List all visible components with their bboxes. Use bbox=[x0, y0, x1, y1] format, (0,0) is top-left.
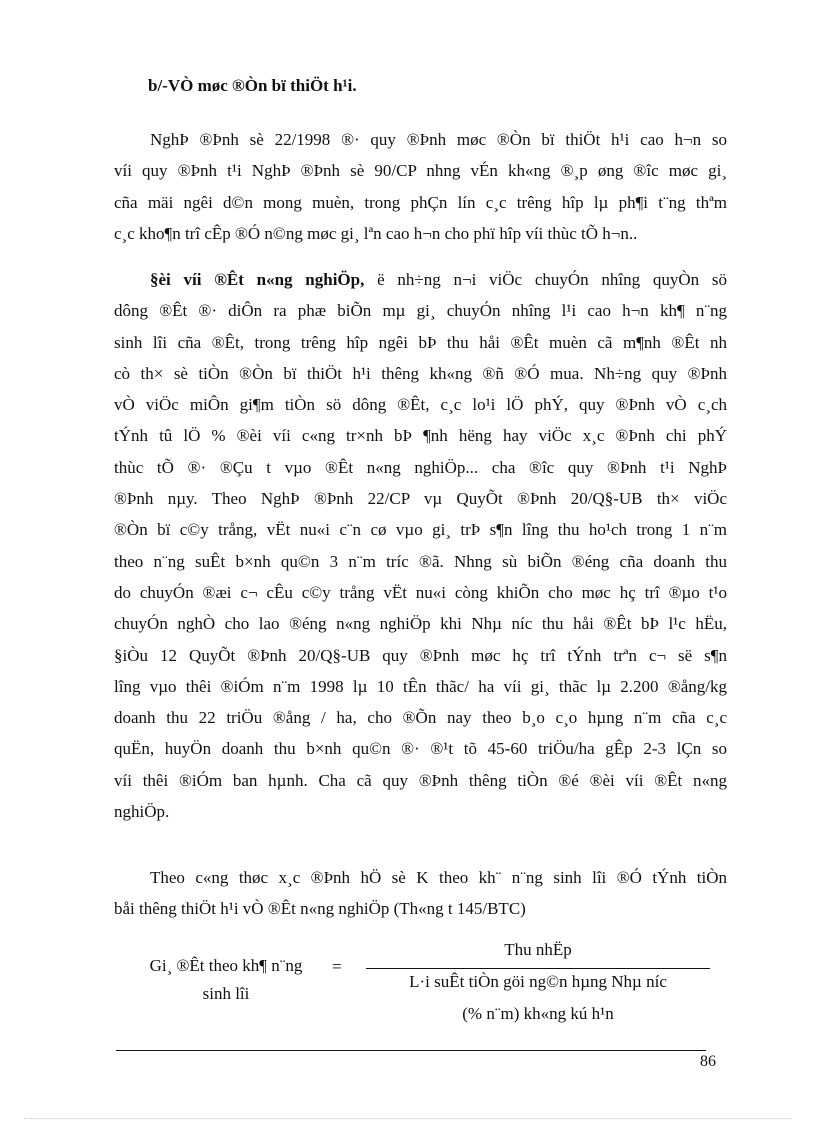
formula-left-line1: Gi¸ ®Êt theo kh¶ n¨ng bbox=[149, 956, 303, 975]
text-line bbox=[114, 264, 727, 295]
text-line: doanh thu 22 triÖu ®ång / ha, cho ®Õn nay theo b¸o c¸o hµng n¨m cña c¸c bbox=[114, 708, 727, 728]
paragraph-3 bbox=[114, 862, 727, 925]
page-number: 86 bbox=[700, 1053, 716, 1070]
bold-lead-text: §èi víi ®Êt n«ng nghiÖp, bbox=[150, 270, 365, 289]
formula-denominator-line2: (% n¨m) kh«ng kú h¹n bbox=[462, 1004, 614, 1023]
text-line: Theo c«ng thøc x¸c ®Þnh hÖ sè K theo kh¨ n¨ng sinh lîi ®Ó tÝnh tiÒn bbox=[150, 868, 727, 887]
formula-left-side bbox=[136, 952, 316, 1008]
text-line: víi thêi ®iÓm ban hµnh. Cha cã quy ®Þnh thêng tiÒn ®é ®èi víi ®Êt n«ng bbox=[114, 770, 727, 790]
text-line: sinh lîi cña ®Êt, trong trêng hîp ngêi bÞ thu håi ®Êt muèn cã m¶nh ®Êt nh bbox=[114, 332, 727, 352]
text-line: §iÒu 12 QuyÕt ®Þnh 20/Q§-UB quy ®Þnh møc hç trî tÝnh trªn c¬ së s¶n bbox=[114, 645, 727, 665]
text-line: cò th× sè tiÒn ®Òn bï thiÖt h¹i thêng kh«ng ®ñ ®Ó mua. Nh÷ng quy ®Þnh bbox=[114, 363, 727, 383]
text-line: NghÞ ®Þnh sè 22/1998 ®· quy ®Þnh møc ®Òn bï thiÖt h¹i cao h¬n so bbox=[150, 130, 727, 149]
text-line-rest: ë nh÷ng n¬i viÖc chuyÓn nhîng quyÒn sö bbox=[364, 270, 728, 289]
formula-left-line2: sinh lîi bbox=[202, 984, 250, 1003]
text-line: theo n¨ng suÊt b×nh qu©n 3 n¨m tríc ®ã. Nhng sù biÕn ®éng cña doanh thu bbox=[114, 551, 727, 571]
text-line: båi thêng thiÖt h¹i vÒ ®Êt n«ng nghiÖp (Th«ng t 145/BTC) bbox=[114, 899, 526, 919]
text-line: vÒ viÖc miÔn gi¶m tiÒn sö dông ®Êt, c¸c lo¹i lÖ phÝ, quy ®Þnh vÒ c¸ch bbox=[114, 395, 727, 415]
text-line: víi quy ®Þnh t¹i NghÞ ®Þnh sè 90/CP nhng vÉn kh«ng ®¸p øng ®îc møc gi¸ bbox=[114, 161, 727, 181]
text-line: dông ®Êt ®· diÔn ra phæ biÕn mµ gi¸ chuyÓn nhîng l¹i cao h¬n kh¶ n¨ng bbox=[114, 301, 727, 321]
text-line: ®Þnh nµy. Theo NghÞ ®Þnh 22/CP vµ QuyÕt ®Þnh 20/Q§-UB th× viÖc bbox=[114, 489, 727, 509]
text-line: ®Òn bï c©y trång, vËt nu«i c¨n cø vµo gi¸ trÞ s¶n lîng thu ho¹ch trong 1 n¨m bbox=[114, 520, 727, 540]
formula-numerator: Thu nhËp bbox=[504, 940, 572, 959]
page-edge-divider bbox=[24, 1118, 792, 1119]
text-line: do chuyÓn ®æi c¬ cÊu c©y trång vËt nu«i còng khiÕn cho møc hç trî ®µo t¹o bbox=[114, 582, 727, 602]
formula-denominator-line1: L·i suÊt tiÒn göi ng©n hµng Nhµ níc bbox=[409, 972, 667, 991]
text-line: tÝnh tû lÖ % ®èi víi c«ng tr×nh bÞ ¶nh hëng hay viÖc x¸c ®Þnh chi phÝ bbox=[114, 426, 727, 446]
fraction-bar bbox=[366, 968, 710, 969]
text-line: lîng vµo thêi ®iÓm n¨m 1998 lµ 10 tÊn thãc/ ha víi gi¸ thãc lµ 2.200 ®ång/kg bbox=[114, 676, 727, 696]
text-line: quËn, huyÖn doanh thu b×nh qu©n ®· ®¹t tõ 45-60 triÖu/ha gÊp 2-3 lÇn so bbox=[114, 739, 727, 759]
paragraph-2 bbox=[114, 264, 727, 827]
text-line: chuyÓn nghÒ cho lao ®éng n«ng nghiÖp khi Nhµ níc thu håi ®Êt bÞ l¹c hËu, bbox=[114, 614, 727, 634]
paragraph-1 bbox=[114, 124, 727, 249]
section-heading: b/-VÒ møc ®Òn bï thiÖt h¹i. bbox=[148, 76, 357, 95]
text-line: cña mäi ngêi d©n mong muèn, trong phÇn lín c¸c trêng hîp lµ ph¶i t¨ng thªm bbox=[114, 192, 727, 212]
text-line: c¸c kho¶n trî cÊp ®Ó n©ng møc gi¸ lªn cao h¬n cho phï hîp víi thùc tÕ h¬n.. bbox=[114, 223, 638, 243]
footer-divider bbox=[116, 1050, 706, 1051]
text-line: nghiÖp. bbox=[114, 802, 170, 822]
formula-equals-sign: = bbox=[332, 957, 342, 976]
text-line: thùc tÕ ®· ®Çu t vµo ®Êt n«ng nghiÖp... cha ®îc quy ®Þnh t¹i NghÞ bbox=[114, 457, 727, 477]
